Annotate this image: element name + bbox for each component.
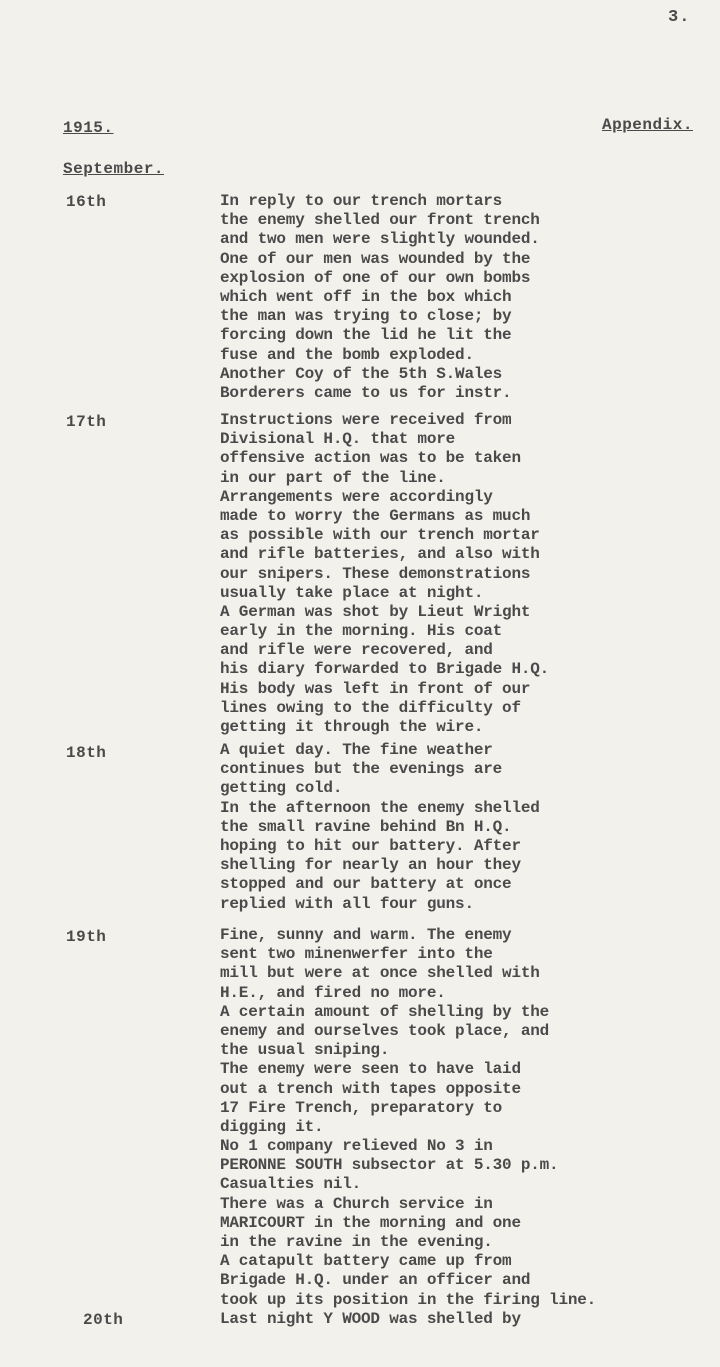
text-line: Borderers came to us for instr. — [220, 383, 512, 402]
entry-date: 19th — [66, 928, 107, 946]
text-line: replied with all four guns. — [220, 894, 474, 913]
text-line: A German was shot by Lieut Wright — [220, 602, 531, 621]
text-line: The enemy were seen to have laid — [220, 1060, 521, 1079]
text-line: getting it through the wire. — [220, 718, 484, 736]
text-line: in the ravine in the evening. — [220, 1233, 493, 1251]
text-line: Fine, sunny and warm. The enemy — [220, 926, 512, 944]
text-line: There was a Church service in — [220, 1194, 493, 1213]
entry-date: 16th — [66, 193, 107, 211]
text-line: H.E., and fired no more. — [220, 983, 446, 1002]
entry-date: 20th — [83, 1311, 124, 1329]
text-line: took up its position in the firing line. — [220, 1290, 597, 1309]
entry-text — [220, 741, 690, 914]
text-line: MARICOURT in the morning and one — [220, 1213, 521, 1232]
text-line: his diary forwarded to Brigade H.Q. — [220, 660, 550, 679]
text-line: the enemy shelled our front trench — [220, 211, 540, 230]
text-line: our snipers. These demonstrations — [220, 564, 531, 583]
text-line: A certain amount of shelling by the — [220, 1002, 550, 1021]
text-line: mill but were at once shelled with — [220, 964, 540, 983]
text-line: In reply to our trench mortars — [220, 192, 503, 210]
text-line: continues but the evenings are — [220, 760, 503, 779]
text-line: fuse and the bomb exploded. — [220, 345, 474, 364]
entry-text — [220, 926, 690, 1310]
text-line: A catapult battery came up from — [220, 1252, 512, 1271]
text-line: sent two minenwerfer into the — [220, 945, 493, 964]
text-line: shelling for nearly an hour they — [220, 856, 521, 875]
text-line: Last night Y WOOD was shelled by — [220, 1310, 521, 1328]
text-line: His body was left in front of our — [220, 679, 531, 698]
text-line: enemy and ourselves took place, and — [220, 1021, 550, 1040]
text-line: and two men were slightly wounded. — [220, 230, 540, 249]
text-line: the man was trying to close; by — [220, 307, 512, 326]
text-line: and rifle were recovered, and — [220, 641, 493, 660]
entry-text — [220, 411, 690, 737]
text-line: getting cold. — [220, 779, 343, 798]
text-line: PERONNE SOUTH subsector at 5.30 p.m. — [220, 1156, 559, 1175]
month-heading: September. — [63, 160, 165, 178]
text-line: as possible with our trench mortar — [220, 526, 540, 545]
text-line: the usual sniping. — [220, 1041, 390, 1060]
appendix-heading: Appendix. — [602, 116, 693, 134]
text-line: In the afternoon the enemy shelled — [220, 798, 540, 817]
text-line: One of our men was wounded by the — [220, 249, 531, 268]
entry-text — [220, 192, 690, 403]
text-line: the small ravine behind Bn H.Q. — [220, 817, 512, 836]
text-line: lines owing to the difficulty of — [220, 698, 521, 717]
text-line: Another Coy of the 5th S.Wales — [220, 364, 503, 383]
entry-date: 18th — [66, 744, 107, 762]
text-line: A quiet day. The fine weather — [220, 741, 493, 759]
text-line: explosion of one of our own bombs — [220, 268, 531, 287]
text-line: offensive action was to be taken — [220, 449, 521, 468]
entry-date: 17th — [66, 413, 107, 431]
page-number: 3. — [668, 8, 691, 27]
text-line: early in the morning. His coat — [220, 622, 503, 641]
text-line: and rifle batteries, and also with — [220, 545, 540, 564]
text-line: usually take place at night. — [220, 583, 484, 602]
text-line: digging it. — [220, 1117, 324, 1136]
year-heading: 1915. — [63, 119, 114, 137]
text-line: Arrangements were accordingly — [220, 487, 493, 506]
text-line: 17 Fire Trench, preparatory to — [220, 1098, 503, 1117]
text-line: No 1 company relieved No 3 in — [220, 1137, 493, 1156]
text-line: made to worry the Germans as much — [220, 506, 531, 525]
text-line: Brigade H.Q. under an officer and — [220, 1271, 531, 1290]
text-line: in our part of the line. — [220, 468, 446, 487]
text-line: forcing down the lid he lit the — [220, 326, 512, 345]
text-line: hoping to hit our battery. After — [220, 836, 521, 855]
text-line: stopped and our battery at once — [220, 875, 512, 894]
text-line: Divisional H.Q. that more — [220, 430, 456, 449]
text-line: Casualties nil. — [220, 1175, 362, 1194]
text-line: which went off in the box which — [220, 287, 512, 306]
text-line: Instructions were received from — [220, 411, 512, 429]
entry-text — [220, 1310, 690, 1329]
text-line: out a trench with tapes opposite — [220, 1079, 521, 1098]
